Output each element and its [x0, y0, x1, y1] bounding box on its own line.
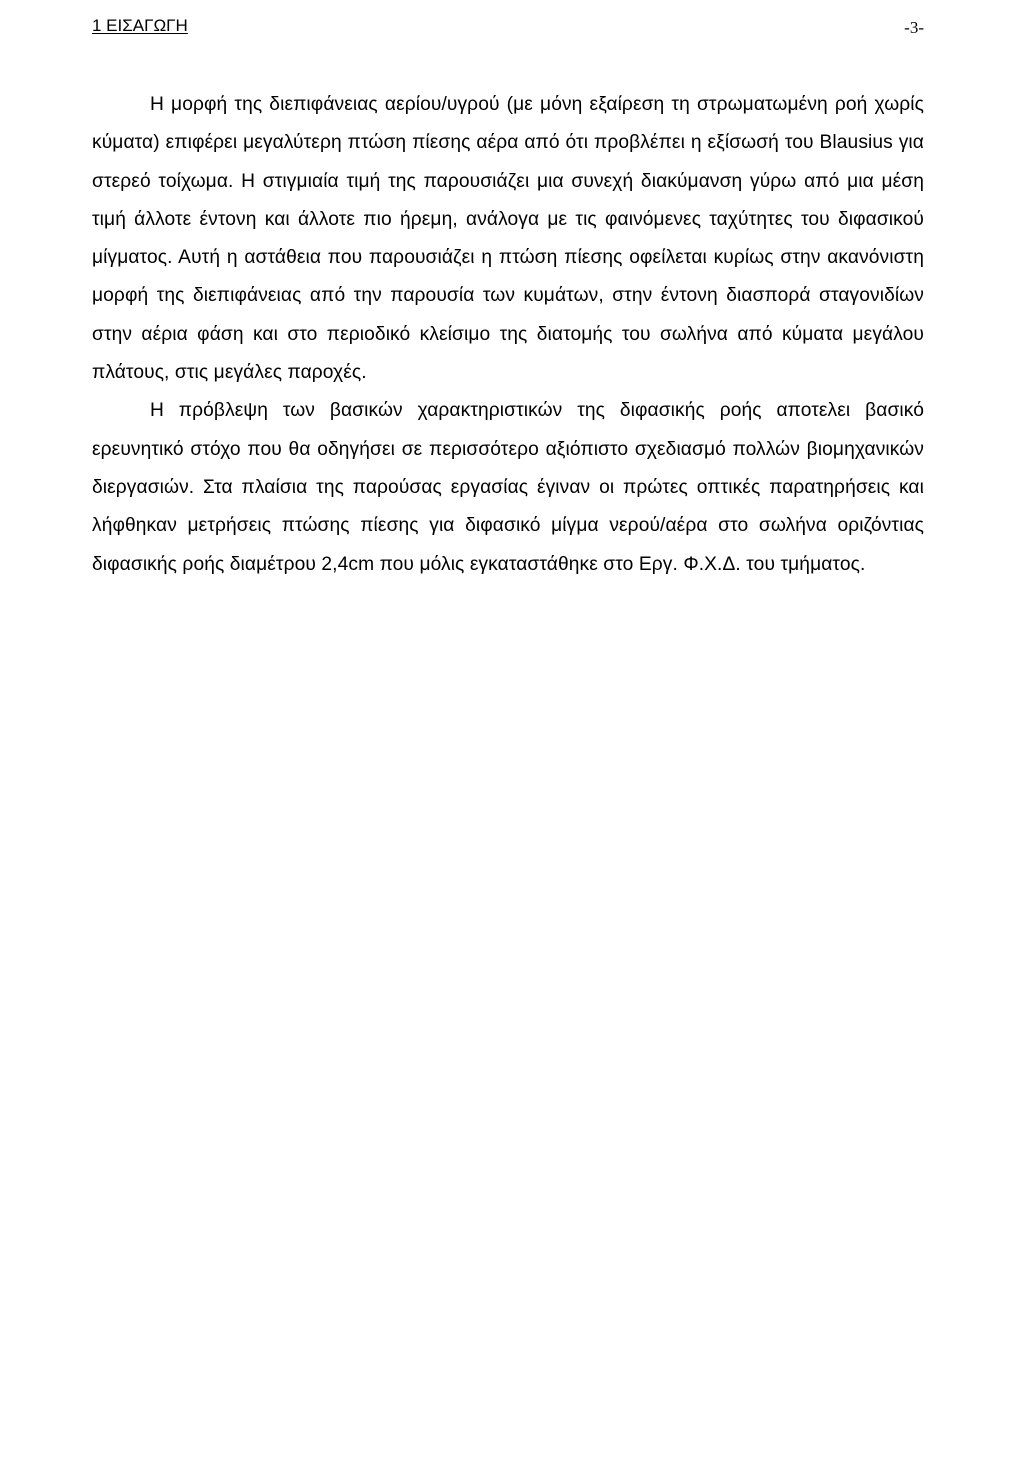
paragraph-2: Η πρόβλεψη των βασικών χαρακτηριστικών της διφασικής ροής αποτελει βασικό ερευνητικό στόχο που θα οδηγήσει σε περισσότερο αξιόπιστο σχεδιασμό πολλών βιομηχανικών διεργασιών. Στα πλαίσια της παρούσας εργασίας έγιναν οι πρώτες οπτικές παρατηρήσεις και λήφθηκαν μετρήσεις πτώσης πίεσης για διφασικό μίγμα νερού/αέρα στο σωλήνα οριζόντιας διφασικής ροής διαμέτρου 2,4cm που μόλις εγκαταστάθηκε στο Εργ. Φ.Χ.Δ. του τμήματος.	[92, 400, 924, 575]
page-number: -3-	[904, 18, 924, 37]
paragraph-1: Η μορφή της διεπιφάνειας αερίου/υγρού (με μόνη εξαίρεση τη στρωματωμένη ροή χωρίς κύματα) επιφέρει μεγαλύτερη πτώση πίεσης αέρα από ότι προβλέπει η εξίσωσή του Blausius για στερεό τοίχωμα. Η στιγμιαία τιμή της παρουσιάζει μια συνεχή διακύμανση γύρω από μια μέση τιμή άλλοτε έντονη και άλλοτε πιο ήρεμη, ανάλογα με τις φαινόμενες ταχύτητες του διφασικού μίγματος. Αυτή η αστάθεια που παρουσιάζει η πτώση πίεσης οφείλεται κυρίως στην ακανόνιστη μορφή της διεπιφάνειας από την παρουσία των κυμάτων, στην έντονη διασπορά σταγονιδίων στην αέρια φάση και στο περιοδικό κλείσιμο της διατομής του σωλήνα από κύματα μεγάλου πλάτους, στις μεγάλες παροχές.	[92, 94, 924, 384]
page-header	[92, 16, 924, 40]
section-title: 1 ΕΙΣΑΓΩΓΗ	[92, 16, 188, 35]
body-text	[92, 86, 924, 584]
